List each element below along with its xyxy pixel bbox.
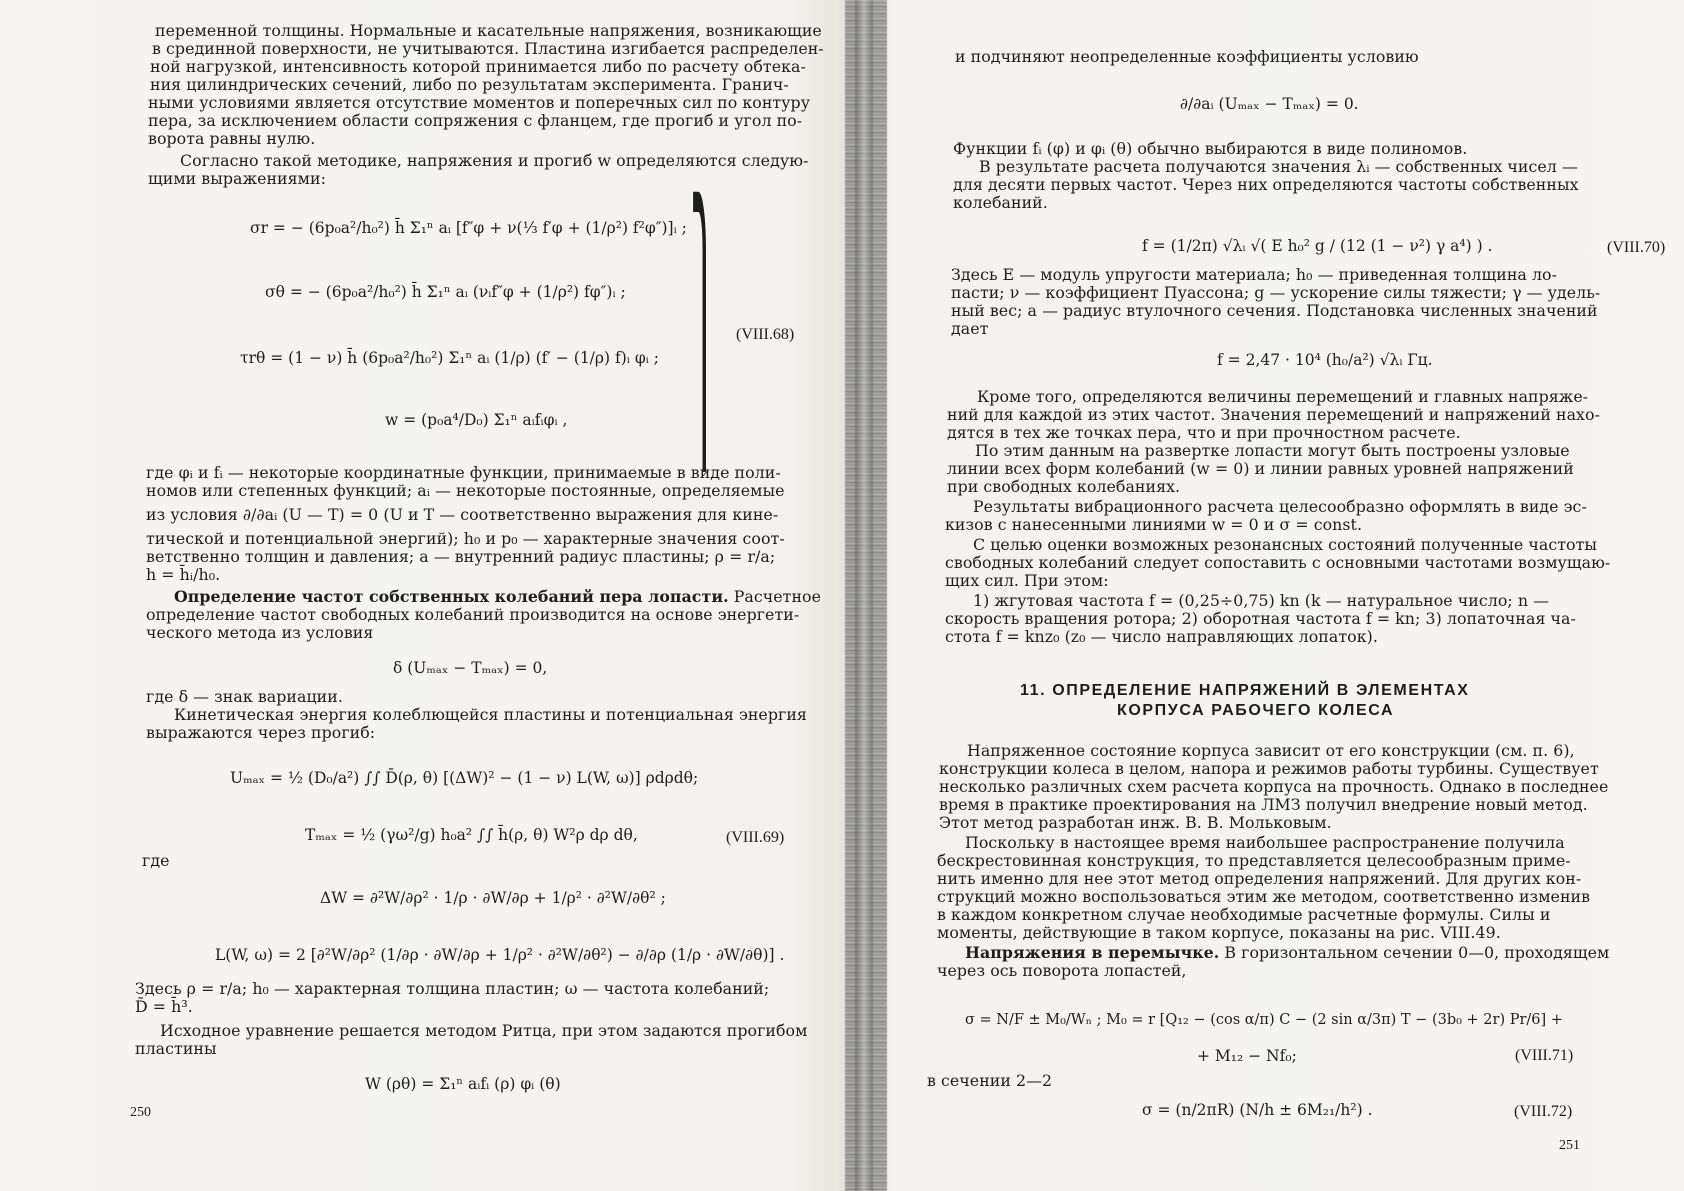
text-line: где δ — знак вариации. — [146, 687, 343, 706]
text-line: через ось поворота лопастей, — [937, 961, 1187, 980]
text-line: выражаются через прогиб: — [146, 723, 376, 742]
equation-t-max: Tₘₐₓ = ½ (γω²/g) h₀a² ∫∫ h̄(ρ, θ) W²ρ dρ dθ, — [305, 826, 638, 844]
subheading: Напряжения в перемычке. — [965, 943, 1220, 962]
text-line: линии всех форм колебаний (w = 0) и линии равных уровней напряжений — [947, 459, 1574, 478]
text-line: щих сил. При этом: — [945, 571, 1109, 590]
equation-frequency: f = (1/2π) √λᵢ √( E h₀² g / (12 (1 − ν²) γ a⁴) ) . — [1142, 237, 1493, 255]
text-line: Напряженное состояние корпуса зависит от его конструкции (см. п. 6), — [967, 741, 1575, 760]
text-line: ветственно толщин и давления; a — внутренний радиус пластины; ρ = r/a; — [146, 547, 776, 566]
text-line: тической и потенциальной энергий); h₀ и p₀ — характерные значения соот- — [146, 529, 785, 548]
text-line: нить именно для нее этот метод определения напряжений. Для других кон- — [937, 869, 1582, 888]
equation-f-numeric: f = 2,47 · 10⁴ (h₀/a²) √λᵢ Гц. — [1217, 351, 1433, 369]
text-line: дятся в тех же точках пера, что и при прочностном расчете. — [947, 423, 1461, 442]
text-line: моменты, действующие в таком корпусе, показаны на рис. VIII.49. — [937, 923, 1501, 942]
subheading-line — [174, 588, 821, 606]
subheading-line — [965, 944, 1609, 962]
text-line: пера, за исключением области сопряжения с фланцем, где прогиб и угол по- — [148, 111, 803, 130]
text-line: Исходное уравнение решается методом Ритца, при этом задаются прогибом — [160, 1021, 808, 1040]
book-gutter — [845, 0, 887, 1191]
text-line: свободных колебаний следует сопоставить с основными частотами возмущаю- — [945, 553, 1611, 572]
text-line: переменной толщины. Нормальные и касательные напряжения, возникающие — [155, 21, 822, 40]
equation-L: L(W, ω) = 2 [∂²W/∂ρ² (1/∂ρ · ∂W/∂ρ + 1/ρ² · ∂²W/∂θ²) − ∂/∂ρ (1/ρ · ∂W/∂θ)] . — [215, 946, 785, 964]
text-line: струкций можно воспользоваться этим же методом, соответственно изменив — [937, 887, 1591, 906]
text-line: щими выражениями: — [148, 169, 326, 188]
text-line: конструкции колеса в целом, напора и режимов работы турбины. Существует — [939, 759, 1599, 778]
section-title: 11. ОПРЕДЕЛЕНИЕ НАПРЯЖЕНИЙ В ЭЛЕМЕНТАХ — [1020, 682, 1470, 699]
text-line: ными условиями является отсутствие моментов и поперечных сил по контуру — [148, 93, 811, 112]
text-line: 1) жгутовая частота f = (0,25÷0,75) kn (k — натуральное число; n — — [973, 591, 1549, 610]
text-line: В результате расчета получаются значения λᵢ — собственных чисел — — [979, 157, 1578, 176]
text-line: ний для каждой из этих частот. Значения перемещений и напряжений нахо- — [947, 405, 1600, 424]
text-line: несколько различных схем расчета корпуса на прочность. Однако в последнее — [939, 777, 1609, 796]
text-line: Кроме того, определяются величины перемещений и главных напряже- — [977, 387, 1589, 406]
text-line: Согласно такой методике, напряжения и прогиб w определяются следую- — [180, 151, 809, 170]
text-line: из условия ∂/∂aᵢ (U — T) = 0 (U и T — соответственно выражения для кине- — [146, 505, 779, 524]
text-line: ния цилиндрических сечений, либо по результатам эксперимента. Гранич- — [150, 75, 789, 94]
equation-number: (VIII.68) — [736, 326, 795, 343]
equation-laplacian: ΔW = ∂²W/∂ρ² · 1/ρ · ∂W/∂ρ + 1/ρ² · ∂²W/∂θ² ; — [320, 889, 666, 907]
page-number: 250 — [130, 1105, 151, 1120]
subheading-rest: Расчетное — [728, 587, 821, 606]
subheading: Определение частот собственных колебаний пера лопасти. — [174, 587, 729, 606]
text-line: Результаты вибрационного расчета целесообразно оформлять в виде эс- — [973, 497, 1587, 516]
text-line: ческого метода из условия — [146, 623, 374, 642]
right-brace: ⎫ — [690, 193, 719, 467]
equation-W: W (ρθ) = Σ₁ⁿ aᵢfᵢ (ρ) φᵢ (θ) — [365, 1075, 561, 1093]
text-line: ворота равны нулю. — [148, 129, 316, 148]
text-line: время в практике проектирования на ЛМЗ получил внедрение новый метод. — [939, 795, 1588, 814]
text-line: где — [142, 851, 170, 870]
text-line: при свободных колебаниях. — [947, 477, 1181, 496]
text-line: для десяти первых частот. Через них определяются частоты собственных — [953, 175, 1579, 194]
right-page — [887, 0, 1684, 1191]
equation-sigma-2-2: σ = (n/2πR) (N/h ± 6M₂₁/h²) . — [1142, 1101, 1373, 1119]
text-line: Здесь ρ = r/a; h₀ — характерная толщина пластин; ω — частота колебаний; — [135, 979, 770, 998]
text-line: пасти; ν — коэффициент Пуассона; g — ускорение силы тяжести; γ — удель- — [951, 283, 1601, 302]
text-line: По этим данным на развертке лопасти могут быть построены узловые — [975, 441, 1570, 460]
text-line: Кинетическая энергия колеблющейся пластины и потенциальная энергия — [174, 705, 807, 724]
text-line: пластины — [135, 1039, 217, 1058]
subheading-rest: В горизонтальном сечении 0—0, проходящем — [1219, 943, 1610, 962]
text-line: Поскольку в настоящее время наибольшее распространение получила — [965, 833, 1565, 852]
text-line: и подчиняют неопределенные коэффициенты условию — [955, 47, 1419, 66]
text-line: в сечении 2—2 — [927, 1071, 1053, 1090]
equation-sigma-theta: σθ = − (6p₀a²/h₀²) h̄ Σ₁ⁿ aᵢ (νᵢf″φ + (1/ρ²) fφ″)ᵢ ; — [265, 283, 626, 301]
text-line: бескрестовинная конструкция, то представляется целесообразным приме- — [937, 851, 1571, 870]
equation-u-max: Uₘₐₓ = ½ (D₀/a²) ∫∫ D̄(ρ, θ) [(ΔW)² − (1 − ν) L(W, ω)] ρdρdθ; — [230, 769, 699, 787]
text-line: номов или степенных функций; aᵢ — некоторые постоянные, определяемые — [146, 481, 785, 500]
text-line: кизов с нанесенными линиями w = 0 и σ = const. — [945, 515, 1363, 534]
text-line: Функции fᵢ (φ) и φᵢ (θ) обычно выбираются в виде полиномов. — [953, 139, 1468, 158]
equation-m0-tail: + M₁₂ − Nf₀; — [1197, 1047, 1297, 1065]
text-line: определение частот свободных колебаний производится на основе энергети- — [146, 605, 800, 624]
text-line: в срединной поверхности, не учитываются. Пластина изгибается распределен- — [152, 39, 824, 58]
text-line: ной нагрузкой, интенсивность которой принимается либо по расчету обтека- — [150, 57, 806, 76]
equation-sigma-m0: σ = N/F ± M₀/Wₙ ; M₀ = r [Q₁₂ − (cos α/π) C − (2 sin α/3π) T − (3b₀ + 2r) Pr/6] + — [965, 1012, 1563, 1028]
equation-number: (VIII.71) — [1515, 1047, 1574, 1064]
text-line: где φᵢ и fᵢ — некоторые координатные функции, принимаемые в виде поли- — [146, 463, 781, 482]
equation-number: (VIII.70) — [1607, 239, 1666, 256]
text-line: D̄ = h̄³. — [135, 997, 193, 1016]
text-line: стота f = knz₀ (z₀ — число направляющих лопаток). — [945, 627, 1378, 646]
text-line: Здесь E — модуль упругости материала; h₀ — приведенная толщина ло- — [951, 265, 1557, 284]
text-line: h = h̄ᵢ/h₀. — [146, 565, 221, 584]
text-line: ный вес; a — радиус втулочного сечения. Подстановка численных значений — [951, 301, 1598, 320]
equation-delta: δ (Uₘₐₓ − Tₘₐₓ) = 0, — [393, 659, 548, 677]
text-line: скорость вращения ротора; 2) оборотная частота f = kn; 3) лопаточная ча- — [945, 609, 1576, 628]
equation-number: (VIII.69) — [726, 829, 785, 846]
equation-sigma-r: σr = − (6p₀a²/h₀²) h̄ Σ₁ⁿ aᵢ [f″φ + ν(⅓ f′φ + (1/ρ²) f²φ″)]ᵢ ; — [250, 219, 687, 237]
page-number: 251 — [1559, 1138, 1580, 1153]
text-line: колебаний. — [953, 193, 1048, 212]
equation-number: (VIII.72) — [1514, 1103, 1573, 1120]
text-line: дает — [951, 319, 989, 338]
equation-condition: ∂/∂aᵢ (Uₘₐₓ − Tₘₐₓ) = 0. — [1180, 95, 1359, 113]
text-line: С целью оценки возможных резонансных состояний полученные частоты — [973, 535, 1598, 554]
equation-tau: τrθ = (1 − ν) h̄ (6p₀a²/h₀²) Σ₁ⁿ aᵢ (1/ρ) (f′ − (1/ρ) f)ᵢ φᵢ ; — [240, 349, 659, 367]
equation-w: w = (p₀a⁴/D₀) Σ₁ⁿ aᵢfᵢφᵢ , — [385, 411, 568, 429]
section-title: КОРПУСА РАБОЧЕГО КОЛЕСА — [1117, 702, 1395, 719]
text-line: в каждом конкретном случае необходимые расчетные формулы. Силы и — [937, 905, 1551, 924]
text-line: Этот метод разработан инж. В. В. Мольковым. — [939, 813, 1332, 832]
